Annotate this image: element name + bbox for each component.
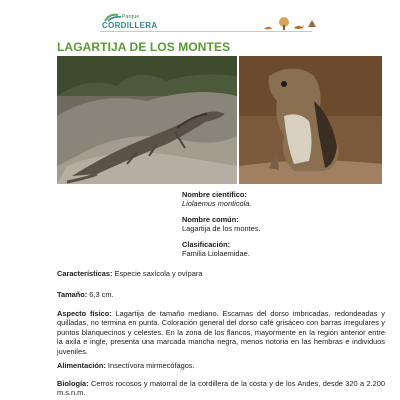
scientific-name-value: Liolaemus monticola. xyxy=(182,199,252,208)
biology-text: Cerros rocosos y matorral de la cordillera de la costa y de los Andes, desde 320 a 2.200 m.s.n.m. xyxy=(57,379,385,398)
characteristics-section xyxy=(57,269,385,278)
characteristics-label: Características: xyxy=(57,269,113,278)
appearance-section xyxy=(57,309,385,356)
page-title: LAGARTIJA DE LOS MONTES xyxy=(57,40,231,54)
biology-label: Biología: xyxy=(57,379,89,388)
common-name-block xyxy=(182,215,382,233)
classification-label: Clasificación: xyxy=(182,240,231,249)
biology-section xyxy=(57,379,385,398)
common-name-label: Nombre común: xyxy=(182,215,239,224)
size-text: 6,3 cm. xyxy=(87,290,114,299)
appearance-label: Aspecto físico: xyxy=(57,309,112,318)
size-label: Tamaño: xyxy=(57,290,88,299)
diet-text: Insectívora mirmecófagos. xyxy=(105,361,195,370)
logo-small-text: Parque xyxy=(122,14,140,20)
appearance-text: Lagartija de tamaño mediano. Escamas del dorso imbricadas, redondeadas y quilladas, no termina en punta. Coloración general del dorso café grisáceo con barras irregulares y puntos blanquecinos y celestes. En la zona de los flancos, mayormente en la región anterior entre la axila e ingle, presenta una marcada mancha negra, menos notoria en las hembras e individuos juveniles. xyxy=(57,309,385,356)
park-logo xyxy=(100,12,180,32)
characteristics-text: Especie saxícola y ovípara xyxy=(112,269,203,278)
fauna-decoration-icon xyxy=(262,15,318,31)
size-section xyxy=(57,290,385,299)
logo-name: CORDILLERA xyxy=(102,21,158,30)
header-rule xyxy=(100,31,312,32)
diet-label: Alimentación: xyxy=(57,361,106,370)
diet-section xyxy=(57,361,385,370)
scientific-name-label: Nombre científico: xyxy=(182,190,247,199)
scientific-name-block xyxy=(182,190,382,208)
page-header xyxy=(0,0,400,34)
species-info xyxy=(182,190,382,265)
lizard-closeup-photo xyxy=(239,56,382,184)
classification-value: Familia Liolaemidae. xyxy=(182,249,250,258)
common-name-value: Lagartija de los montes. xyxy=(182,224,261,233)
classification-block xyxy=(182,240,382,258)
lizard-on-rock-photo xyxy=(57,56,237,184)
